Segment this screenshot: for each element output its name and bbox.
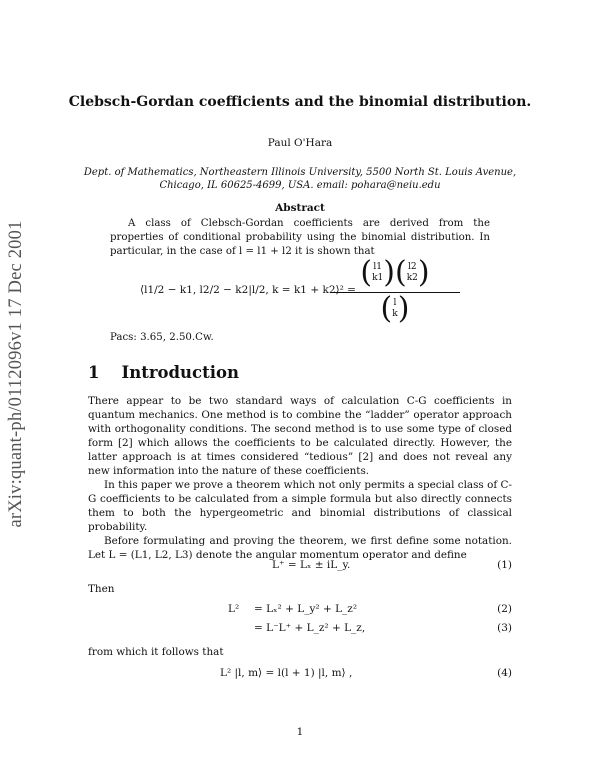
abstract-text: A class of Clebsch-Gordan coefficients are derived from the properties of conditional probability using the binomial distribution. In particular, in the case of l = l1 + l2 it is shown that xyxy=(110,218,490,257)
body-text xyxy=(88,394,512,562)
equation-numerator: (l1 k1)(l2 k2) xyxy=(360,255,430,290)
author-name: Paul O'Hara xyxy=(267,137,333,149)
equation-2-lhs: L² xyxy=(228,603,240,615)
equation-denominator: (l k) xyxy=(380,291,410,326)
binom-l-k: l k xyxy=(392,298,398,319)
page-number: 1 xyxy=(296,726,304,738)
equation-1: L⁺ = Lₓ ± iL_y. xyxy=(272,559,351,571)
equation-3-number: (3) xyxy=(497,622,512,634)
paragraph-2: In this paper we prove a theorem which not only permits a special class of C-G coefficients to be calculated from a simple formula but also directly connects them to both the hypergeometric and binomial distributions of classical probability. xyxy=(88,479,512,533)
fraction-bar xyxy=(330,292,460,293)
binom-l1-k1: l1 k1 xyxy=(372,262,384,283)
equation-4-number: (4) xyxy=(497,667,512,679)
section-number: 1 xyxy=(88,363,100,382)
equation-1-number: (1) xyxy=(497,559,512,571)
affiliation-line-1: Dept. of Mathematics, Northeastern Illinois University, 5500 North St. Louis Avenue, xyxy=(83,167,517,178)
equation-lhs: ⟨l1/2 − k1, l2/2 − k2|l/2, k = k1 + k2⟩² = xyxy=(140,284,356,296)
section-title: Introduction xyxy=(121,363,239,382)
equation-2-number: (2) xyxy=(497,603,512,615)
author-affiliation xyxy=(80,166,520,192)
affiliation-line-2: Chicago, IL 60625-4699, USA. email: pohara@neiu.edu xyxy=(159,180,441,191)
section-heading xyxy=(88,363,239,382)
paragraph-1: There appear to be two standard ways of calculation C-G coefficients in quantum mechanics. One method is to combine the “ladder” operator approach with orthogonality conditions. The second method is to use some type of closed form [2] which allows the coefficients to be calculated directly. However, the latter approach is at times considered “tedious” [2] and does not reveal any new information into the nature of these coefficients. xyxy=(88,395,512,477)
equation-3-rhs: = L⁻L⁺ + L_z² + L_z, xyxy=(254,622,366,634)
equation-2-rhs: = Lₓ² + L_y² + L_z² xyxy=(254,603,358,615)
pacs-codes: Pacs: 3.65, 2.50.Cw. xyxy=(110,332,214,343)
main-cg-equation xyxy=(140,255,460,330)
arxiv-sidebar-stamp: arXiv:quant-ph/0112096v1 17 Dec 2001 xyxy=(6,220,26,528)
then-text: Then xyxy=(88,583,115,595)
from-text: from which it follows that xyxy=(88,646,224,658)
abstract-heading: Abstract xyxy=(275,202,325,214)
equation-4: L² |l, m⟩ = l(l + 1) |l, m⟩ , xyxy=(220,667,353,679)
paragraph-3: Before formulating and proving the theorem, we first define some notation. Let L = (L1, L2, L3) denote the angular momentum operator and define xyxy=(88,535,512,561)
binom-l2-k2: l2 k2 xyxy=(406,262,418,283)
paper-title: Clebsch-Gordan coefficients and the binomial distribution. xyxy=(68,94,532,110)
